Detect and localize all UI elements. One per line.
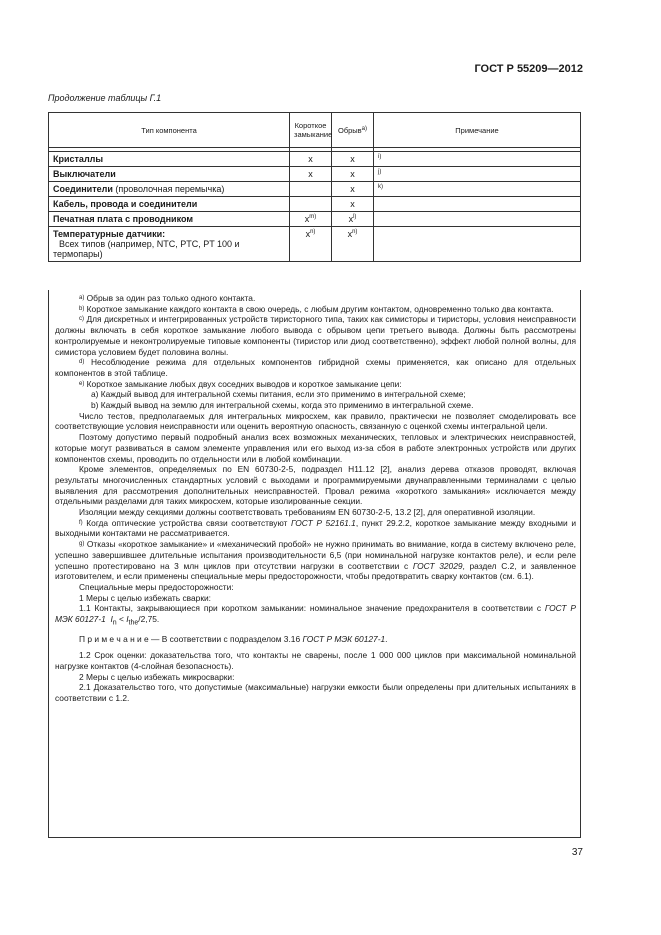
paragraph: 2 Меры с целью избежать микросварки: [79, 671, 235, 682]
table-row: Температурные датчики: Всех типов (например, NTC, PTC, PT 100 и термопары) $x^{n)}$ $x^{n)}$ [49, 227, 581, 262]
note-paragraph: П р и м е ч а н и е — В соответствии с подразделом 3.16 ГОСТ Р МЭК 60127-1. [79, 634, 388, 645]
paragraph: 1.1 Контакты, закрывающиеся при коротком замыкании: номинальное значение предохранителя в соответствии с ГОСТ Р МЭК 60127-1 $I_n < I_{the}/2,75$. [55, 603, 577, 627]
paragraph: Число тестов, предполагаемых для интегральных микросхем, как правило, практически не позволяет смоделировать все соответствующие условия неисправности или оценить вероятную опасность, связанную с оценкой схемы интегральной цели. [55, 410, 576, 432]
footnote-d: $^{d)}$ Несоблюдение режима для отдельных компонентов гибридной схемы применяется, как описано для отдельных компонентов в этой таблице. [55, 357, 576, 378]
header-open-circuit: Обрыв$^{а)}$ [332, 113, 374, 148]
table-row: Кристаллы x x $^{i)}$ [49, 152, 581, 167]
standard-number: ГОСТ Р 55209—2012 [474, 63, 583, 75]
table-row: Печатная плата с проводником $x^{m)}$ $x^{l)}$ [49, 212, 581, 227]
footnote-e: $^{e)}$ Короткое замыкание любых двух соседних выводов и короткое замыкание цепи: [79, 378, 402, 389]
paragraph: Кроме элементов, определяемых по EN 60730-2-5, подраздел H11.12 [2], анализ дерева отказов проводят, включая результаты многочисленных стандартных условий с выходами и программируемыми двунаправленными терминалами с целью выявления для рассмотрения дополнительных неисправностей. Провал режима «короткого замыкания» исключается между отдельными разделами для таких микросхем, которые изолированные секции. [55, 464, 576, 507]
footnote-b: $^{b)}$ Короткое замыкание каждого контакта в свою очередь, с любым другим контактом, одновременно только два контакта. [79, 303, 554, 314]
table-footnotes [48, 290, 581, 838]
paragraph: Изоляции между секциями должны соответствовать требованиям EN 60730-2-5, 13.2 [2], для оперативной изоляции. [79, 507, 536, 518]
header-note: Примечание [374, 113, 581, 148]
header-short-circuit: Короткое замыкание [290, 113, 332, 148]
paragraph: 1 Меры с целью избежать сварки: [79, 592, 211, 603]
table-caption: Продолжение таблицы Г.1 [48, 93, 162, 103]
paragraph: 2.1 Доказательство того, что допустимые (максимальные) нагрузки емкости были определены при длительных испытаниях в соответствии с 1.2. [55, 682, 576, 703]
table-row: Выключатели x x $^{j)}$ [49, 167, 581, 182]
footnote-f: $^{f)}$ Когда оптические устройства связи соответствуют ГОСТ Р 52161.1, пункт 29.2.2, короткое замыкание между входными и выходными контактами не рассматривается. [55, 517, 576, 539]
table-row: Соединители (проволочная перемычка) x $^{k)}$ [49, 182, 581, 197]
paragraph: 1.2 Срок оценки: доказательства того, что контакты не сварены, после 1 000 000 циклов при максимальной номинальной нагрузке контактов (4-слойная безопасность). [55, 650, 576, 671]
paragraph: Поэтому допустимо первый подробный анализ всех возможных механических, тепловых и электрических неисправностей, которые могут развиваться в самом элементе управления или его выход из-за сбоя в работе электронных устройств или других компонентов схемы, проводить по отдельности или в любой комбинации. [55, 432, 576, 464]
footnote-a: $^{a)}$ Обрыв за один раз только одного контакта. [79, 293, 256, 303]
table-row: Кабель, провода и соединители x [49, 197, 581, 212]
footnote-e-item-b: b) Каждый вывод на землю для интегральной схемы, когда это применимо в интегральной схеме. [91, 400, 474, 411]
paragraph: Специальные меры предосторожности: [79, 581, 234, 592]
footnote-g: $^{g)}$ Отказы «короткое замыкание» и «механический пробой» не нужно принимать во внимание, когда в систему включено реле, успешно завершившее длительные испытания производительности 6,5 (при номинальной нагрузке контактов реле), и если реле успешно протестировано на 3 млн циклов при отсутствии нагрузки в соответствии с ГОСТ 32029, раздел С.2, и заявленное изготовителем, и если применены специальные меры предосторожности, чтобы предотвратить сварку контактов (см. 6.1). [55, 539, 576, 582]
page-number: 37 [571, 847, 583, 858]
components-table [48, 112, 581, 262]
header-component-type: Тип компонента [49, 113, 290, 148]
footnote-c: $^{c)}$ Для дискретных и интегрированных устройств тиристорного типа, таких как симисторы и тиристоры, условия неисправности должны включать в себя короткое замыкание любого вывода с обрывом цепи третьего вывода. Должны быть рассмотрены контролируемые и неконтролируемые типовые компоненты (тиристор или диод соответственно), эффект любой полной волны, для симистора условием будет половина волны. [55, 314, 576, 357]
table-header-row [49, 113, 581, 148]
footnote-e-item-a: a) Каждый вывод для интегральной схемы питания, если это применимо в интегральной схеме; [91, 389, 466, 400]
